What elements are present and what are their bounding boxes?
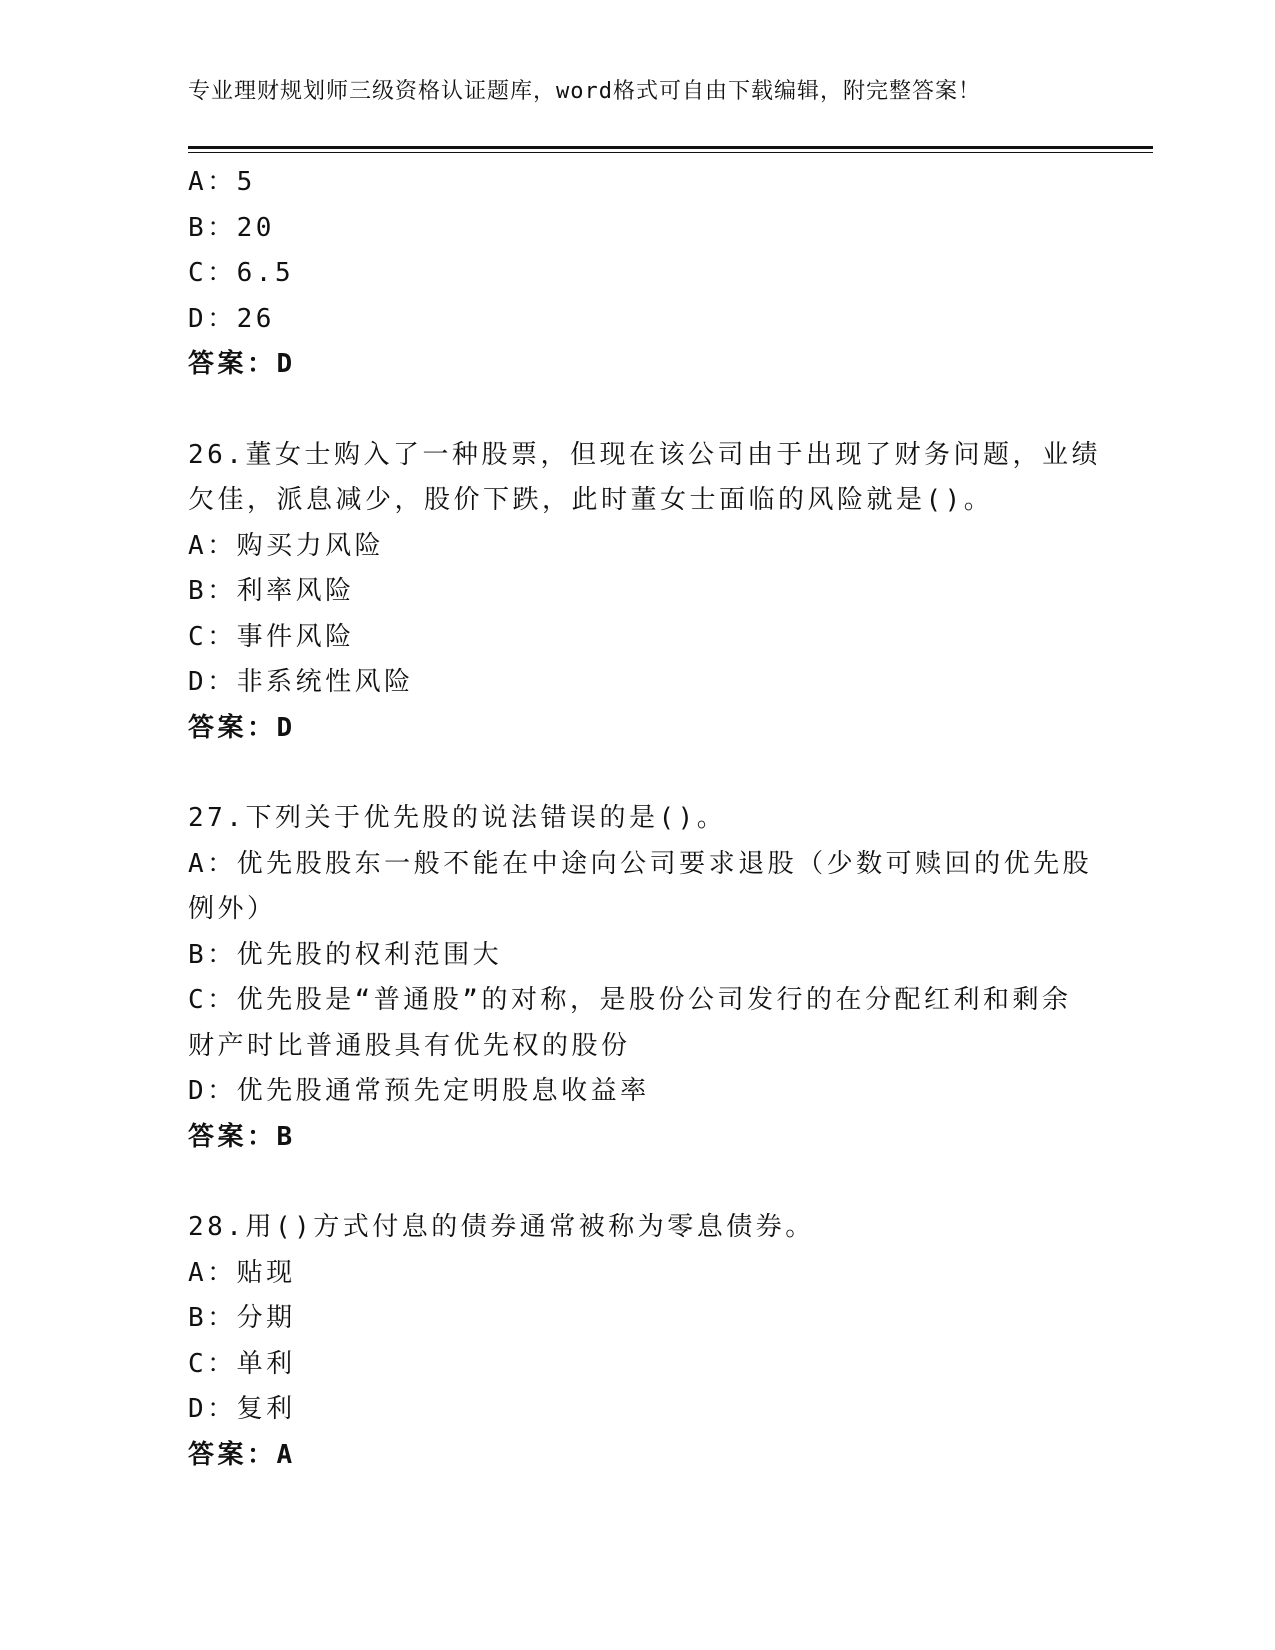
option-d: D：非系统性风险: [188, 667, 414, 697]
option-c-line: C：优先股是“普通股”的对称，是股份公司发行的在分配红利和剩余: [188, 985, 1072, 1015]
option-a: A：贴现: [188, 1257, 296, 1288]
option-d: D：26: [188, 303, 275, 334]
header-rule-thin: [188, 152, 1153, 153]
answer: 答案：D: [188, 712, 296, 743]
page-header: 专业理财规划师三级资格认证题库，word格式可自由下载编辑，附完整答案！: [188, 79, 981, 104]
previous-question-options: [188, 160, 1088, 388]
option-c: C：事件风险: [188, 621, 355, 652]
question-stem-line: 欠佳，派息减少，股价下跌，此时董女士面临的风险就是()。: [188, 485, 994, 515]
option-c: C：6.5: [188, 258, 295, 288]
question-stem-line: 26.董女士购入了一种股票，但现在该公司由于出现了财务问题，业绩: [188, 439, 1101, 470]
option-c-line: 财产时比普通股具有优先权的股份: [188, 1030, 631, 1061]
header-rule-thick: [188, 146, 1153, 149]
question-28: [188, 1205, 1088, 1478]
option-a-line: A：优先股股东一般不能在中途向公司要求退股（少数可赎回的优先股: [188, 848, 1093, 879]
option-d: D：优先股通常预先定明股息收益率: [188, 1076, 650, 1106]
option-c: C：单利: [188, 1348, 296, 1379]
answer: 答案：A: [188, 1439, 296, 1470]
option-b: B：分期: [188, 1303, 296, 1333]
option-b: B：20: [188, 212, 275, 243]
option-a: A：购买力风险: [188, 530, 385, 561]
answer: 答案：D: [188, 349, 296, 379]
option-a: A：5: [188, 167, 256, 197]
option-b: B：优先股的权利范围大: [188, 939, 503, 970]
question-content: [188, 160, 1101, 1478]
option-a-line: 例外）: [188, 894, 277, 924]
answer: 答案：B: [188, 1121, 296, 1152]
question-26: [188, 433, 1101, 752]
question-stem-line: 28.用()方式付息的债券通常被称为零息债券。: [188, 1212, 815, 1242]
question-27: [188, 796, 1093, 1160]
option-b: B：利率风险: [188, 576, 355, 606]
question-stem-line: 27.下列关于优先股的说法错误的是()。: [188, 803, 727, 833]
option-d: D：复利: [188, 1394, 296, 1424]
